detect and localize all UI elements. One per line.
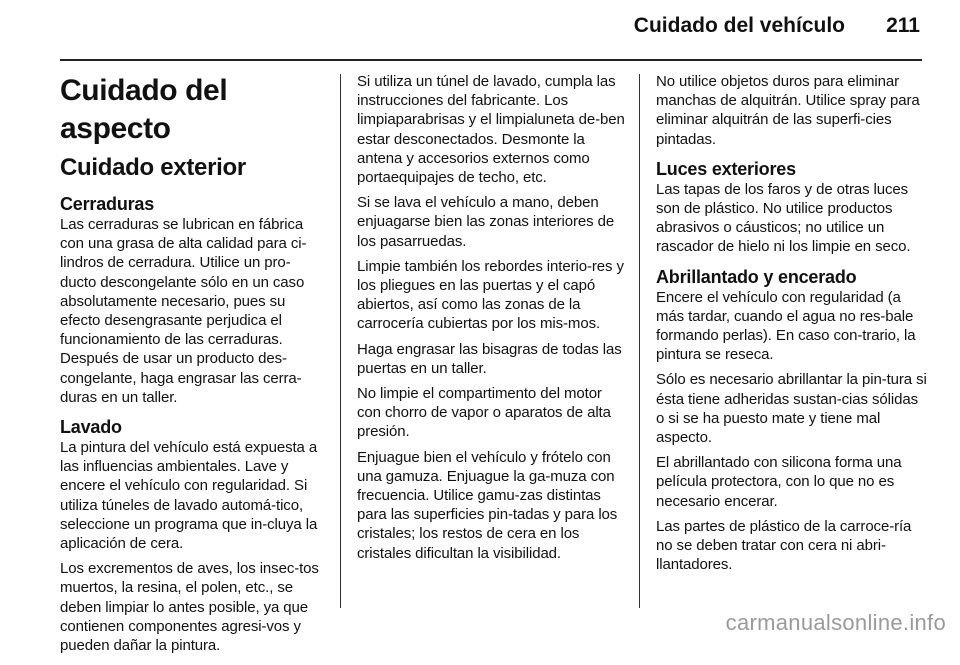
paragraph: No limpie el compartimento del motor con chorro de vapor o aparatos de alta presión. bbox=[357, 385, 611, 441]
paragraph: El abrillantado con silicona forma una película protectora, con lo que no es necesario encerar. bbox=[656, 454, 902, 510]
column-divider-2 bbox=[639, 74, 640, 608]
paragraph: Las tapas de los faros y de otras luces son de plástico. No utilice productos abrasivos o cáusticos; no utilice un rascador de hielo ni los limpie en seco. bbox=[656, 180, 911, 256]
paragraph: Las cerraduras se lubrican en fábrica con una grasa de alta calidad para ci-lindros de cerradura. Utilice un pro-ducto descongelante sólo en un caso absolutamente necesario, pues su efecto desengrasante perjudica el funcionamiento de las cerraduras. Después de usar un producto des-congelante, haga engrasar las cerra-duras en un taller. bbox=[60, 216, 307, 406]
paragraph: Enjuague bien el vehículo y frótelo con una gamuza. Enjuague la ga-muza con frecuencia. Utilice gamu-zas distintas para las superficies pin-tadas y para los cristales; los restos de cera en los cristales dificultan la visibilidad. bbox=[357, 448, 618, 562]
cerraduras-block bbox=[60, 194, 326, 407]
paragraph: Las partes de plástico de la carroce-ría no se deben tratar con cera ni abri-llantadores. bbox=[656, 517, 912, 574]
intro-block bbox=[656, 72, 928, 149]
column-2 bbox=[357, 72, 627, 569]
heading-cerraduras: Cerraduras bbox=[60, 194, 155, 214]
watermark: carmanualsonline.info bbox=[725, 610, 946, 635]
paragraph: Sólo es necesario abrillantar la pin-tura si ésta tiene adheridas sustan-cias sólidas o si se ha puesto mate y tiene mal aspecto. bbox=[656, 371, 927, 447]
lavado-block bbox=[60, 417, 326, 655]
paragraph: Si utiliza un túnel de lavado, cumpla las instrucciones del fabricante. Los limpiaparabrisas y el limpialuneta de-ben estar desconectados. Desmonte la antena y accesorios externos como portaequipajes de techo, etc. bbox=[357, 73, 625, 187]
paragraph: Los excrementos de aves, los insec-tos muertos, la resina, el polen, etc., se deben limpiar lo antes posible, ya que contienen componentes agresi-vos y pueden dañar la pintura. bbox=[60, 560, 319, 655]
paragraph: Haga engrasar las bisagras de todas las puertas en un taller. bbox=[357, 340, 622, 377]
column-divider-1 bbox=[340, 74, 341, 608]
paragraph: Si se lava el vehículo a mano, deben enjuagarse bien las zonas interiores de los pasarruedas. bbox=[357, 194, 615, 250]
abrillantado-block bbox=[656, 267, 928, 575]
header-title: Cuidado del vehículo bbox=[633, 14, 845, 37]
heading-lavado: Lavado bbox=[60, 417, 122, 438]
luces-block bbox=[656, 159, 928, 257]
paragraph: No utilice objetos duros para eliminar manchas de alquitrán. Utilice spray para eliminar alquitrán de las superfi-cies pintadas. bbox=[656, 73, 920, 148]
heading-abrillantado: Abrillantado y encerado bbox=[656, 266, 857, 287]
header-rule bbox=[60, 59, 922, 61]
paragraph: Limpie también los rebordes interio-res y los pliegues en las puertas y el capó abiertos, así como las zonas de la carrocería cubiertas por los mis-mos. bbox=[357, 257, 624, 333]
page-number: 211 bbox=[886, 14, 920, 37]
paragraph: Encere el vehículo con regularidad (a más tardar, cuando el agua no res-bale formando perlas). En caso con-trario, la pintura se reseca. bbox=[656, 288, 916, 364]
page-header bbox=[0, 0, 960, 62]
column-3 bbox=[656, 72, 928, 584]
heading-luces-exteriores: Luces exteriores bbox=[656, 158, 796, 179]
subsection-title: Cuidado exterior bbox=[60, 154, 246, 181]
column-1 bbox=[60, 72, 326, 665]
paragraph: La pintura del vehículo está expuesta a las influencias ambientales. Lave y encere el vehículo con regularidad. Si utiliza túneles de lavado automá-tico, seleccione un programa que in-cluya la aplicación de cera. bbox=[60, 439, 318, 553]
section-title: Cuidado del aspecto bbox=[60, 74, 228, 145]
